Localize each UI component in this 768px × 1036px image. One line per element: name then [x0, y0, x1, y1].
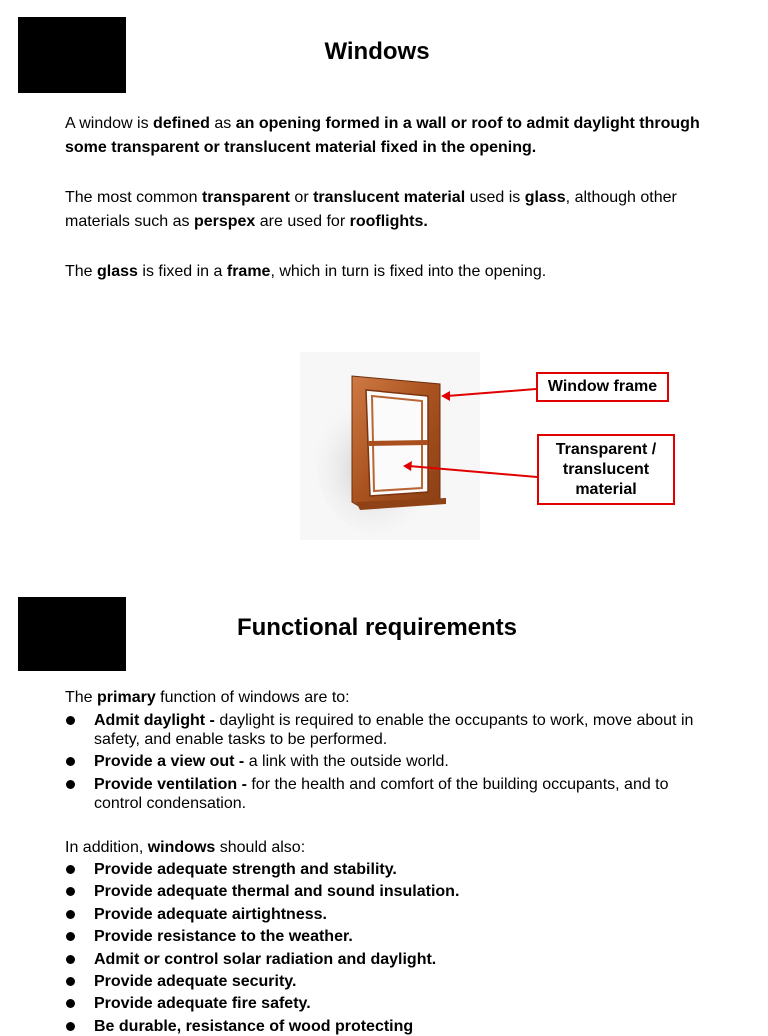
addition-intro	[65, 836, 705, 860]
bullet-icon	[66, 716, 75, 725]
list-item	[65, 905, 705, 924]
bold-run: glass	[97, 263, 138, 280]
list-item	[65, 1017, 705, 1036]
bold-run: frame	[226, 263, 271, 280]
requirement-text: Provide adequate security.	[94, 972, 297, 990]
bullet-icon	[66, 887, 75, 896]
bold-run: transparent	[201, 189, 290, 206]
bold-run: Provide a view out -	[94, 753, 249, 770]
callout-label-line: Transparent /	[555, 441, 657, 458]
bold-run: windows	[147, 839, 216, 856]
requirement-text: Admit or control solar radiation and daylight.	[94, 950, 437, 968]
window-meeting-rail	[368, 440, 428, 446]
text-run: In addition,	[65, 839, 148, 856]
bullet-icon	[66, 955, 75, 964]
list-item	[65, 860, 705, 879]
section-title: Functional requirements	[236, 614, 518, 641]
bold-run: rooflights.	[349, 213, 428, 230]
bold-run: Admit daylight -	[94, 712, 220, 729]
list-item	[65, 994, 705, 1013]
redacted-logo-block	[18, 17, 126, 93]
text-run: daylight is required to enable the occupants to work, move about in safety, and enable tasks to be performed.	[94, 712, 694, 748]
callout-label-line: translucent	[562, 461, 650, 478]
text-run: is fixed in a	[137, 263, 227, 280]
text-run: as	[209, 115, 236, 132]
bold-run: perspex	[193, 213, 256, 230]
requirement-text: Provide resistance to the weather.	[94, 928, 353, 946]
requirement-text: Provide adequate strength and stability.	[94, 861, 397, 878]
definition-paragraph	[65, 112, 705, 160]
list-item	[65, 950, 705, 969]
list-item	[65, 775, 705, 813]
text-run: should also:	[215, 839, 306, 856]
bullet-icon	[66, 865, 75, 874]
frame-paragraph	[65, 260, 705, 284]
bullet-icon	[66, 999, 75, 1008]
text-run: The	[65, 263, 98, 280]
bold-run: translucent material	[313, 189, 466, 206]
bullet-icon	[66, 757, 75, 766]
text-run: for the health and comfort of the building occupants, and to control condensation.	[94, 776, 669, 812]
bullet-icon	[66, 780, 75, 789]
list-item	[65, 882, 705, 901]
window-illustration	[300, 352, 480, 540]
text-run: or	[289, 189, 314, 206]
bold-run: primary	[97, 689, 156, 706]
callout-label-line: material	[575, 481, 637, 498]
additional-requirements-list	[65, 860, 705, 1036]
bold-run: glass	[524, 189, 566, 206]
text-run: The	[65, 689, 98, 706]
callout-glass	[537, 434, 675, 505]
list-item	[65, 927, 705, 946]
materials-paragraph	[65, 186, 705, 234]
text-run: The most common	[65, 189, 202, 206]
list-item	[65, 972, 705, 991]
text-run: , which in turn is fixed into the opening.	[270, 263, 547, 280]
requirement-text: Provide adequate airtightness.	[94, 905, 327, 923]
list-item	[65, 711, 705, 749]
requirement-text: Provide adequate thermal and sound insulation.	[94, 883, 460, 901]
text-run: function of windows are to:	[155, 689, 350, 706]
list-item	[65, 752, 705, 771]
text-run: A window is	[65, 115, 154, 132]
bold-run: an opening formed in a wall or roof to admit daylight through some transparent or translucent material fixed in the opening.	[65, 115, 700, 156]
text-run: are used for	[255, 213, 350, 230]
page-title: Windows	[324, 38, 430, 65]
text-run: used is	[465, 189, 525, 206]
requirement-text: Provide adequate fire safety.	[94, 995, 311, 1013]
bullet-icon	[66, 1022, 75, 1031]
bullet-icon	[66, 977, 75, 986]
text-run: , although other materials such as	[65, 189, 677, 230]
primary-intro	[65, 686, 705, 710]
text-run: a link with the outside world.	[248, 753, 449, 770]
callout-label: Window frame	[547, 378, 658, 395]
primary-functions-list	[65, 711, 705, 813]
callout-window-frame	[536, 372, 669, 402]
bullet-icon	[66, 932, 75, 941]
bold-run: defined	[153, 115, 210, 132]
requirement-text: Be durable, resistance of wood protecting	[94, 1017, 414, 1035]
bullet-icon	[66, 910, 75, 919]
redacted-logo-block	[18, 597, 126, 671]
bold-run: Provide ventilation -	[94, 776, 252, 793]
